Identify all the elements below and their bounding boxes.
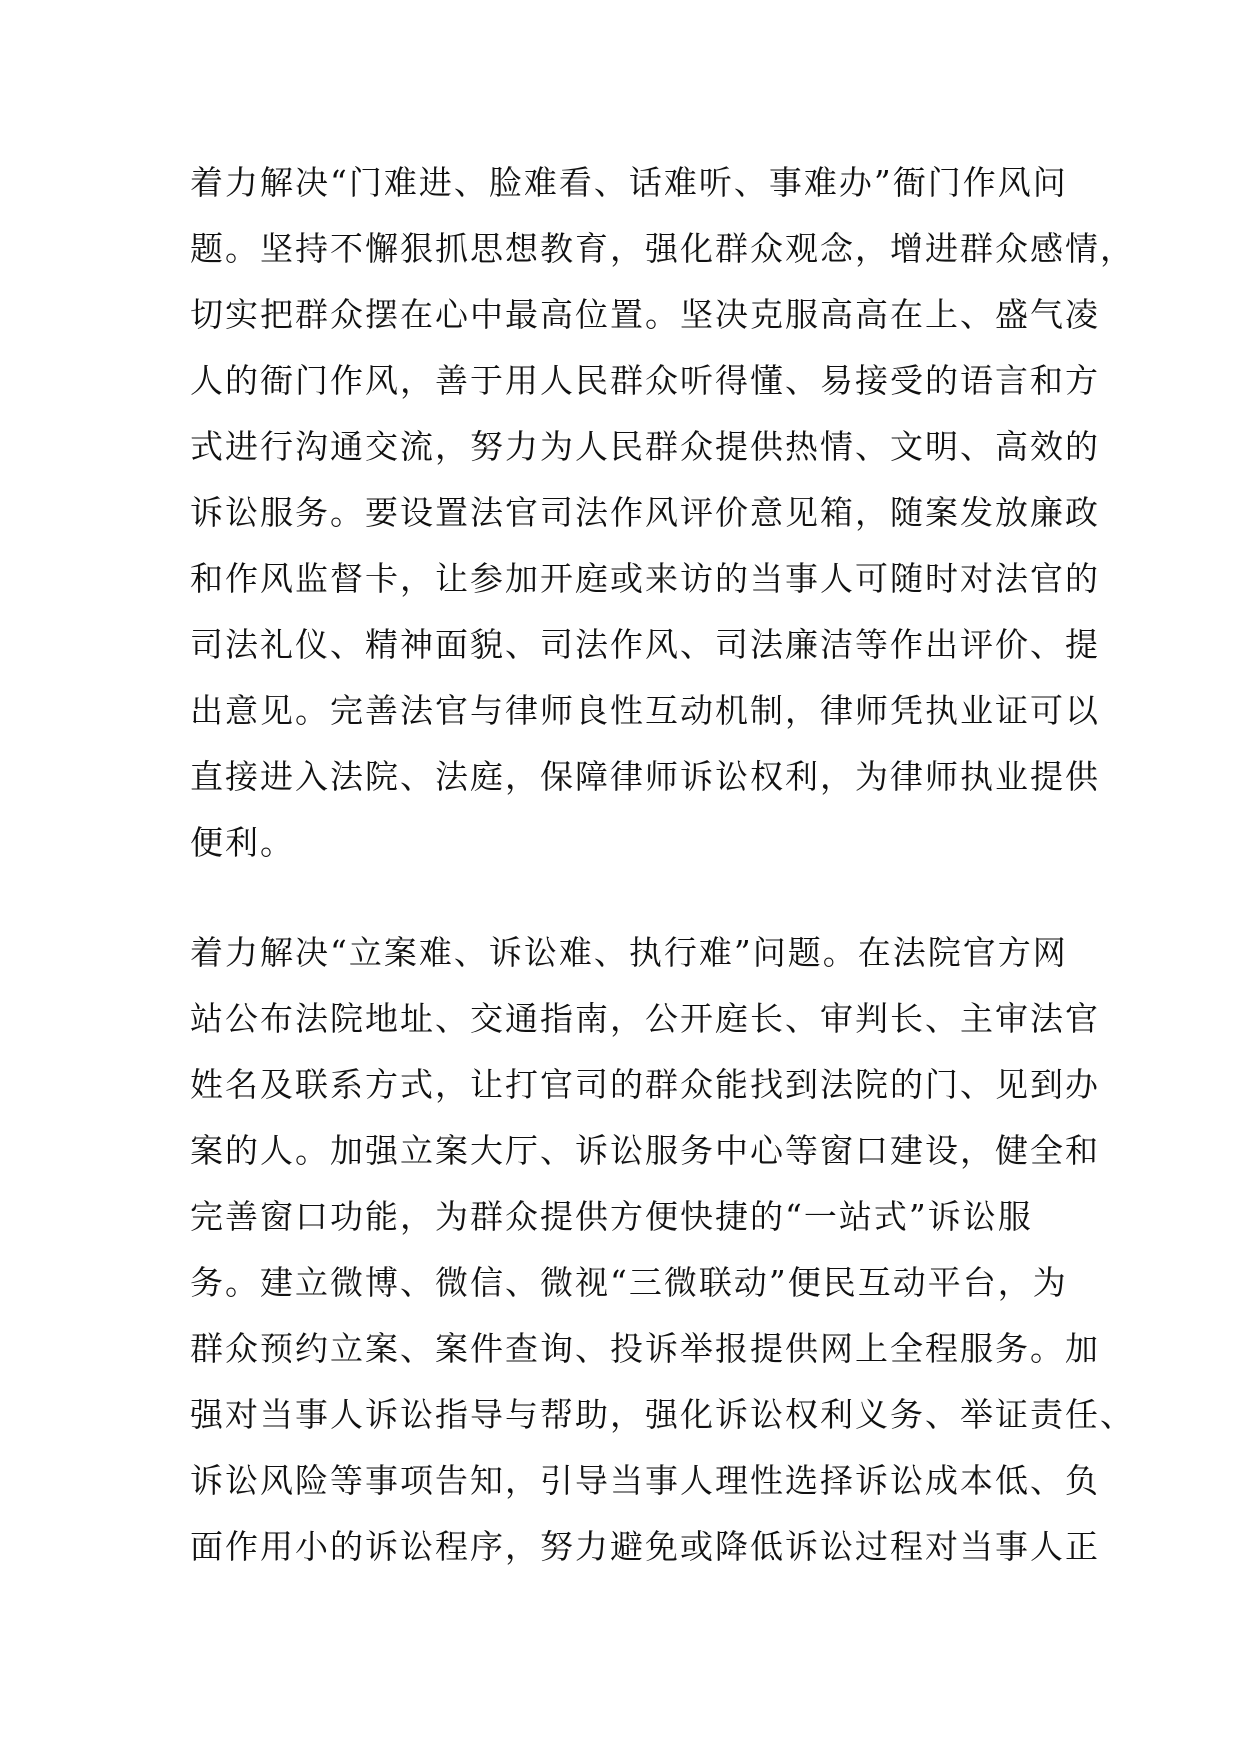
- text-line: 案的人。加强立案大厅、诉讼服务中心等窗口建设，健全和: [190, 1131, 1100, 1170]
- text-line: 人的衙门作风，善于用人民群众听得懂、易接受的语言和方: [190, 361, 1100, 400]
- paragraph-doorway-style: [190, 150, 1135, 876]
- text-line: 式进行沟通交流，努力为人民群众提供热情、文明、高效的: [190, 427, 1100, 466]
- text-line: 便利。: [190, 823, 295, 862]
- text-line: 姓名及联系方式，让打官司的群众能找到法院的门、见到办: [190, 1065, 1100, 1104]
- text-line: 切实把群众摆在心中最高位置。坚决克服高高在上、盛气凌: [190, 295, 1100, 334]
- text-line: 诉讼风险等事项告知，引导当事人理性选择诉讼成本低、负: [190, 1461, 1100, 1500]
- text-line: 诉讼服务。要设置法官司法作风评价意见箱，随案发放廉政: [190, 493, 1100, 532]
- text-line: 着力解决“立案难、诉讼难、执行难”问题。在法院官方网: [190, 933, 1068, 972]
- paragraph-litigation-difficulty: [190, 920, 1135, 1580]
- text-line: 司法礼仪、精神面貌、司法作风、司法廉洁等作出评价、提: [190, 625, 1100, 664]
- text-line: 站公布法院地址、交通指南，公开庭长、审判长、主审法官: [190, 999, 1100, 1038]
- text-line: 题。坚持不懈狠抓思想教育，强化群众观念，增进群众感情，: [190, 229, 1135, 268]
- text-line: 出意见。完善法官与律师良性互动机制，律师凭执业证可以: [190, 691, 1100, 730]
- text-line: 和作风监督卡，让参加开庭或来访的当事人可随时对法官的: [190, 559, 1100, 598]
- text-line: 完善窗口功能，为群众提供方便快捷的“一站式”诉讼服: [190, 1197, 1033, 1236]
- text-line: 面作用小的诉讼程序，努力避免或降低诉讼过程对当事人正: [190, 1527, 1100, 1566]
- text-line: 群众预约立案、案件查询、投诉举报提供网上全程服务。加: [190, 1329, 1100, 1368]
- text-line: 务。建立微博、微信、微视“三微联动”便民互动平台，为: [190, 1263, 1068, 1302]
- text-line: 强对当事人诉讼指导与帮助，强化诉讼权利义务、举证责任、: [190, 1395, 1135, 1434]
- text-line: 直接进入法院、法庭，保障律师诉讼权利，为律师执业提供: [190, 757, 1100, 796]
- text-line: 着力解决“门难进、脸难看、话难听、事难办”衙门作风问: [190, 163, 1068, 202]
